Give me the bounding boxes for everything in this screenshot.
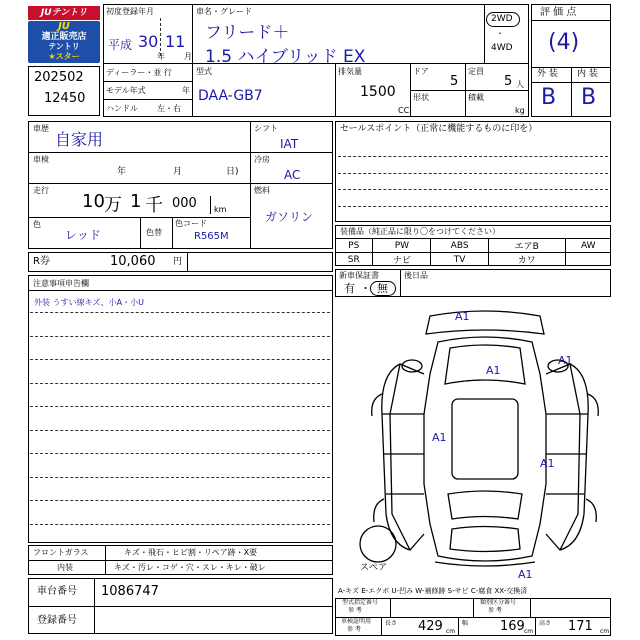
dealer-ju: JU xyxy=(58,21,70,32)
door-value: 5 xyxy=(450,74,459,89)
score-ext: B xyxy=(541,85,557,110)
equipment-navi: ナビ xyxy=(373,253,431,267)
warranty-yes: 有 xyxy=(344,282,355,295)
sales-point-label: セールスポイント（正常に機能するものに印を） xyxy=(340,124,538,134)
first-reg-month: 11 xyxy=(165,32,186,51)
dims-height-unit: cm xyxy=(600,628,610,635)
aircon-value: AC xyxy=(284,168,301,182)
damage-mark: A1 xyxy=(558,354,573,367)
damage-mark: A1 xyxy=(432,431,447,444)
score-value: (4) xyxy=(548,30,580,55)
notes-box xyxy=(28,275,333,543)
interior-value: キズ・汚レ・コゲ・穴・スレ・キレ・破レ xyxy=(114,563,266,572)
first-reg-month-unit: 月 xyxy=(184,52,192,61)
equipment-leather: カワ xyxy=(488,253,565,267)
capacity-value: 5 xyxy=(504,74,513,89)
ruled-line xyxy=(30,453,330,454)
equipment-abs: ABS xyxy=(431,239,489,253)
first-reg-label: 初度登録年月 xyxy=(106,7,154,16)
mileage-man: 10 xyxy=(82,191,105,212)
equipment-tv: TV xyxy=(431,253,489,267)
load-unit: kg xyxy=(515,106,525,115)
dims-width-label: 幅 xyxy=(462,620,469,627)
drive-2wd: 2WD xyxy=(491,14,513,24)
equipment-airbag: エアB xyxy=(488,239,565,253)
ruled-line xyxy=(338,206,608,207)
dims-length-unit: cm xyxy=(446,628,456,635)
ruled-line xyxy=(30,500,330,501)
equipment-empty xyxy=(565,253,611,267)
next-items-label: 後日品 xyxy=(404,271,428,280)
dealer-parallel-label: ディーラー・並 行 xyxy=(106,68,172,77)
usage-label: 車歴 xyxy=(33,124,49,133)
capacity-unit: 人 xyxy=(516,80,524,89)
glass-value: キズ・飛石・ヒビ割・リペア跡・X要 xyxy=(124,548,258,557)
dims-width-unit: cm xyxy=(524,628,534,635)
car-diagram xyxy=(360,304,610,581)
dims-length-label: 長さ xyxy=(385,620,398,627)
shape-label: 形状 xyxy=(413,93,429,102)
color-value: レッド xyxy=(65,228,101,242)
registration-label: 登録番号 xyxy=(37,615,77,626)
damage-mark: A1 xyxy=(518,568,533,581)
displacement-label: 排気量 xyxy=(338,67,362,76)
ruled-line xyxy=(338,189,608,190)
ruled-line xyxy=(30,383,330,384)
interior-label: 内装 xyxy=(57,563,73,572)
chassis-value: 1086747 xyxy=(101,584,159,599)
equipment-row xyxy=(335,253,611,267)
warranty-label: 新車保証書 xyxy=(339,271,379,280)
dims-class-label: 類別区分番号 xyxy=(480,599,517,606)
mileage-sen: 1 xyxy=(130,191,142,212)
car-name: フリード＋ xyxy=(205,23,290,43)
equipment-table xyxy=(335,238,611,266)
type-value: DAA-GB7 xyxy=(198,88,263,104)
car-label: 車名・グレード xyxy=(196,7,252,16)
dims-type-label: 型式指定番号 xyxy=(342,599,379,606)
equipment-sr: SR xyxy=(335,253,373,267)
usage-value: 自家用 xyxy=(55,130,104,149)
color-label: 色 xyxy=(33,220,41,229)
type-label: 型式 xyxy=(196,67,212,76)
color-code-value: R565M xyxy=(194,231,229,242)
handle-label: ハンドル xyxy=(106,104,138,113)
color-change-label: 色替 xyxy=(146,228,162,237)
dims-height-label: 高さ xyxy=(539,620,552,627)
capacity-label: 定員 xyxy=(468,67,484,76)
lot-number-1: 202502 xyxy=(34,70,84,85)
dealer-star: ★スター xyxy=(48,52,80,61)
shift-label: シフト xyxy=(254,124,278,133)
damage-mark: A1 xyxy=(486,364,501,377)
first-reg-era: 平成 xyxy=(108,38,133,52)
dims-width-value: 169 xyxy=(500,619,525,634)
ruled-line xyxy=(338,173,608,174)
chassis-label: 車台番号 xyxy=(37,586,77,597)
score-int-label: 内 装 xyxy=(577,69,598,79)
sales-point-box xyxy=(335,121,611,222)
score-label: 評 価 点 xyxy=(540,7,577,18)
mileage-label: 走行 xyxy=(33,186,49,195)
model-year-unit: 年 xyxy=(182,86,190,95)
warranty-no: 無 xyxy=(377,282,388,295)
ruled-line xyxy=(30,524,330,525)
glass-label: フロントガラス xyxy=(33,548,89,557)
notes-line1: 外装 うすい線キズ、小A・小U xyxy=(34,298,144,307)
ruled-line xyxy=(30,430,330,431)
equipment-row xyxy=(335,239,611,253)
shift-value: IAT xyxy=(280,137,299,151)
dims-class-sub: 参 考 xyxy=(488,607,502,614)
car-grade: 1.5 ハイブリッド EX xyxy=(205,47,366,67)
inspection-label: 車検 xyxy=(33,155,49,164)
mileage-sen-unit: 千 xyxy=(145,195,163,216)
warranty-sep: ・ xyxy=(360,282,371,295)
dims-length-value: 429 xyxy=(418,619,443,634)
equipment-aw: AW xyxy=(565,239,611,253)
dealer-brand: JUテントリ xyxy=(28,6,100,20)
score-int: B xyxy=(581,85,597,110)
handle-value: 左・右 xyxy=(157,104,181,113)
model-year-label: モデル年式 xyxy=(106,86,146,95)
equipment-ps: PS xyxy=(335,239,373,253)
ruled-line xyxy=(30,477,330,478)
displacement-value: 1500 xyxy=(360,84,396,100)
equipment-label: 装備品（純正品に限り〇をつけてください） xyxy=(340,227,500,236)
mileage-man-unit: 万 xyxy=(104,195,122,216)
ruled-line xyxy=(30,359,330,360)
ruled-line xyxy=(30,336,330,337)
score-ext-label: 外 装 xyxy=(537,69,558,79)
drive-dot: ・ xyxy=(496,29,504,38)
recycle-value: 10,060 xyxy=(110,254,156,269)
aircon-label: 冷房 xyxy=(254,155,270,164)
first-reg-year-unit: 年 xyxy=(157,52,165,61)
dims-type-sub: 参 考 xyxy=(348,607,362,614)
dims-height-value: 171 xyxy=(568,619,593,634)
door-label: ドア xyxy=(413,67,429,76)
inspection-year-unit: 年 xyxy=(117,167,127,177)
equipment-pw: PW xyxy=(373,239,431,253)
damage-mark: A1 xyxy=(540,457,555,470)
ruled-line xyxy=(338,156,608,157)
ruled-line xyxy=(30,406,330,407)
notes-label: 注意事項申告欄 xyxy=(33,279,89,288)
mileage-rest: 000 xyxy=(172,196,197,211)
color-code-label: 色コード xyxy=(175,219,207,228)
load-label: 積載 xyxy=(468,93,484,102)
mileage-unit: km xyxy=(214,205,227,214)
dealer-label: 適正販売店 xyxy=(41,32,87,42)
fuel-value: ガソリン xyxy=(265,210,314,224)
fuel-label: 燃料 xyxy=(254,186,270,195)
recycle-unit: 円 xyxy=(173,257,183,267)
recycle-label: R券 xyxy=(33,256,50,267)
first-reg-year: 30 xyxy=(138,32,159,51)
dims-cert-sub: 参 考 xyxy=(347,626,361,633)
damage-mark: A1 xyxy=(455,310,470,323)
drive-4wd: 4WD xyxy=(491,43,513,53)
dealer-tentori: テントリ xyxy=(48,42,80,51)
inspection-month-unit: 月 xyxy=(173,167,183,177)
ruled-line xyxy=(30,312,330,313)
damage-legend: A-キズ E-エクボ U-凹み W-補修跡 S-サビ C-腐食 XX-交換済 xyxy=(338,587,528,595)
spare-label: スペア xyxy=(360,563,388,573)
displacement-unit: CC xyxy=(398,106,410,115)
dealer-logo xyxy=(28,6,100,64)
lot-number-2: 12450 xyxy=(44,91,86,106)
dims-cert-label: 車検証明用 xyxy=(341,618,372,625)
inspection-day-unit: 日) xyxy=(226,167,239,177)
